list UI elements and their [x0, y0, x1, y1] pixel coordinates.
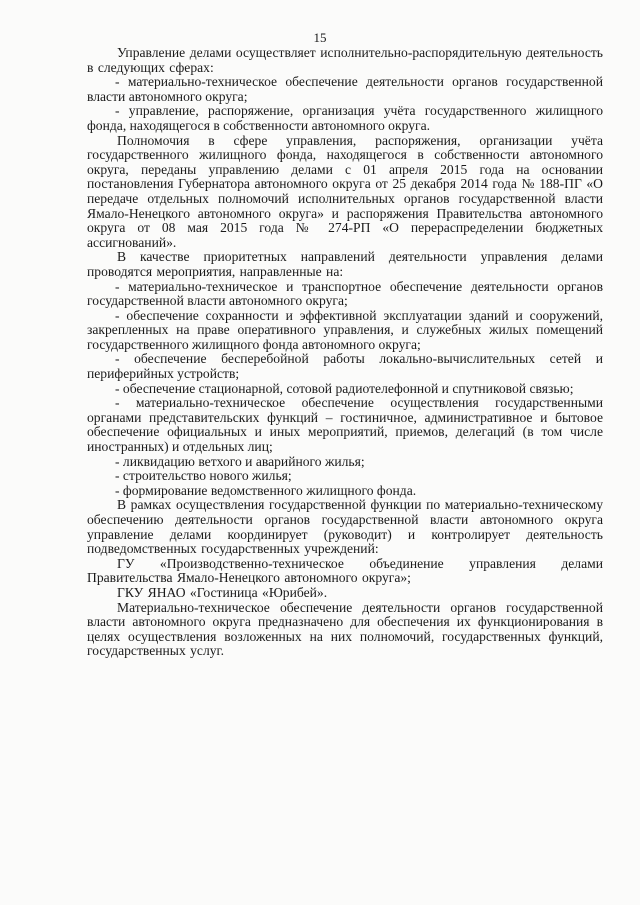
paragraph-intro: Управление делами осуществляет исполнительно-распорядительную деятельность в следующих сферах: — [87, 45, 603, 75]
list-item: - строительство нового жилья; — [115, 468, 292, 484]
paragraph-institution: ГКУ ЯНАО «Гостиница «Юрибей». — [117, 584, 328, 600]
paragraph-priorities: В качестве приоритетных направлений деятельности управления делами проводятся мероприятия, направленные на: — [87, 249, 603, 279]
paragraph-powers: Полномочия в сфере управления, распоряжения, организации учёта государственного жилищного фонда, находящегося в собственности автономного округа, переданы управлению делами с 01 апреля 2015 года на основании постановления Губернатора автономного округа от 25 декабря 2014 года № 188-ПГ «О передаче отдельных полномочий исполнительных органов государственной власти Ямало-Ненецкого автономного округа» и распоряжения Правительства автономного округа от 08 мая 2015 года № 274-РП «О перераспределении бюджетных ассигнований». — [87, 132, 603, 250]
list-item: - материально-техническое обеспечение деятельности органов государственной власти автономного округа; — [87, 74, 603, 104]
list-item: - обеспечение сохранности и эффективной эксплуатации зданий и сооружений, закрепленных на праве оперативного управления, и служебных жилых помещений государственного жилищного фонда автономного округа; — [87, 307, 603, 352]
list-item: - материально-техническое и транспортное обеспечение деятельности органов государственной власти автономного округа; — [87, 278, 603, 309]
paragraph-institution: ГУ «Производственно-техническое объединение управления делами Правительства Ямало-Ненецкого автономного округа»; — [87, 555, 603, 586]
list-item: - обеспечение бесперебойной работы локально-вычислительных сетей и периферийных устройств; — [87, 351, 603, 382]
list-item: - управление, распоряжение, организация учёта государственного жилищного фонда, находящегося в собственности автономного округа. — [87, 103, 603, 133]
list-item: - материально-техническое обеспечение осуществления государственными органами представительских функций – гостиничное, административное и бытовое обеспечение официальных и иных мероприятий, приемов, делегаций (в том числе иностранных) и отдельных лиц; — [87, 395, 603, 455]
list-item: - ликвидацию ветхого и аварийного жилья; — [115, 453, 365, 469]
page-number: 15 — [313, 30, 327, 45]
list-item: - обеспечение стационарной, сотовой радиотелефонной и спутниковой связью; — [115, 380, 574, 396]
paragraph-coordination: В рамках осуществления государственной функции по материально-техническому обеспечению деятельности органов государственной власти автономного округа управление делами координирует (руководит) и контролирует деятельность подведомственных государственных учреждений: — [87, 497, 603, 557]
list-item: - формирование ведомственного жилищного фонда. — [115, 482, 417, 498]
document-body — [87, 46, 603, 659]
paragraph-conclusion: Материально-техническое обеспечение деятельности органов государственной власти автономного округа предназначено для обеспечения их функционирования в целях осуществления возложенных на них полномочий, государственных функций, государственных услуг. — [87, 599, 603, 659]
